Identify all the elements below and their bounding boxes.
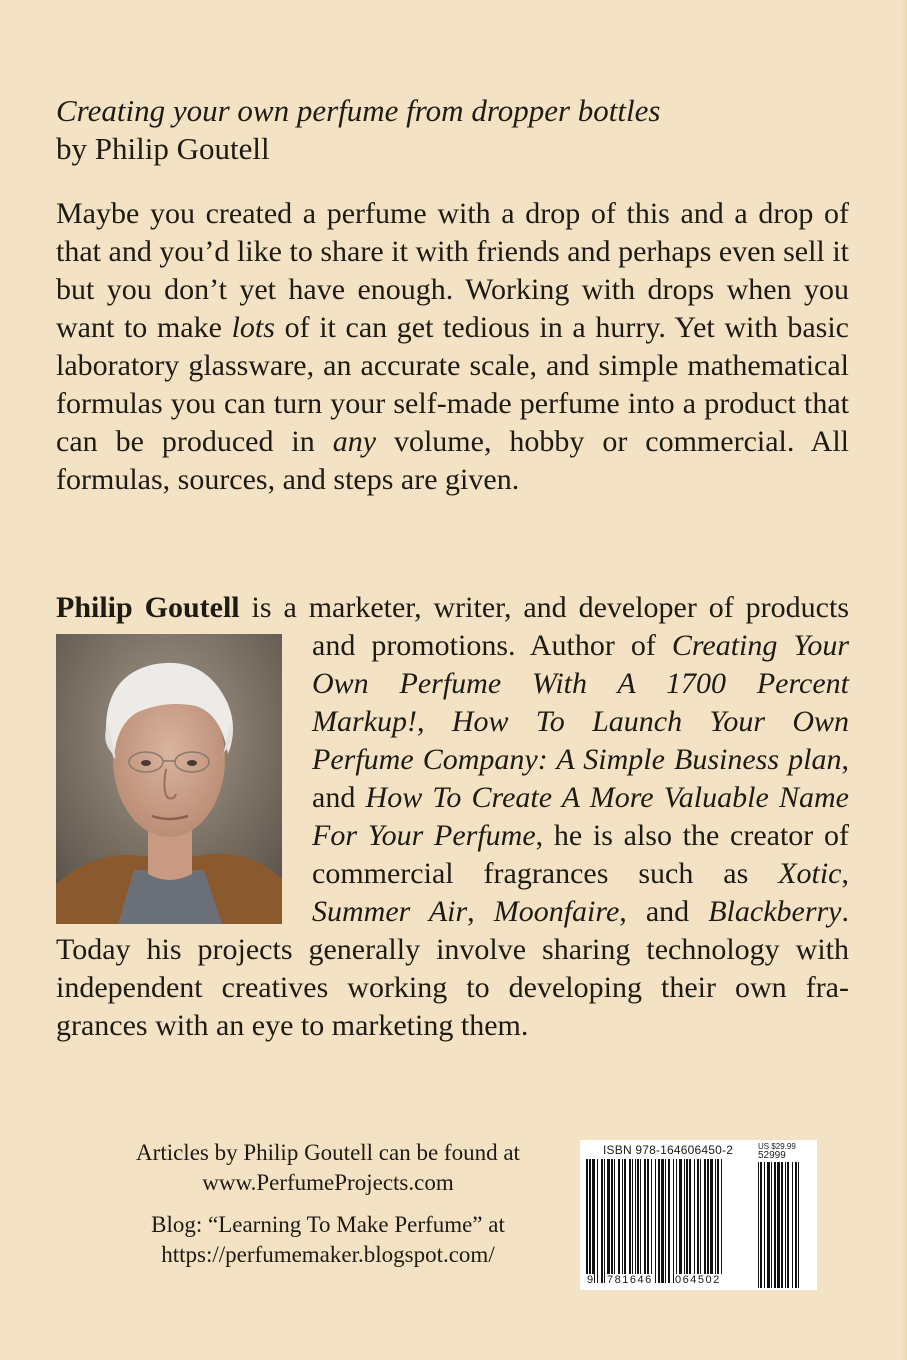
barcode-bar [760, 1162, 762, 1288]
barcode-bar [764, 1162, 765, 1288]
barcode-bar [792, 1162, 793, 1288]
byline: by Philip Goutell [56, 131, 270, 166]
barcode-bar [665, 1159, 666, 1283]
bio-text: . Today his projects generally involve sharing technology with independent creatives working to developing their own fragrances with an eye to marketing them. [56, 895, 849, 1042]
barcode-digit-first: 9 [587, 1274, 594, 1286]
barcode-bar [655, 1159, 656, 1283]
barcode-bar [787, 1162, 789, 1288]
contact-info [88, 1138, 568, 1270]
barcode-bar [668, 1159, 670, 1283]
author-bio [56, 589, 849, 1045]
book-title-3: How To Create A More Valuable Name For Your Perfume [312, 781, 849, 852]
barcode-bar [651, 1159, 652, 1283]
website-link[interactable]: www.PerfumeProjects.com [202, 1170, 454, 1195]
blurb-paragraph [56, 195, 849, 499]
barcode-bar [715, 1159, 716, 1283]
barcode-bar [795, 1162, 797, 1288]
barcode-bar [673, 1159, 674, 1283]
bio-text: , [416, 705, 452, 738]
barcode-bar [586, 1159, 588, 1283]
barcode-bar [721, 1159, 722, 1283]
author-portrait-image [56, 634, 282, 924]
barcode-bar [647, 1159, 649, 1283]
fragrance-name: Moonfaire [493, 895, 620, 928]
barcode-bar [704, 1159, 706, 1283]
book-title: Creating your own perfume from dropper bottles [56, 93, 661, 128]
barcode-bar [644, 1159, 646, 1283]
fragrance-name: Blackberry [708, 895, 842, 928]
barcode-bar [710, 1159, 713, 1283]
barcode-bar [767, 1162, 770, 1288]
barcode-bar [697, 1159, 699, 1283]
blurb-text: of it can get tedious in a hurry. Yet with basic laboratory glassware, an accurate scale, and simple mathematical formulas you can turn your self-made perfume into a product that can be produced in [56, 311, 849, 458]
barcode-bar [676, 1159, 677, 1283]
bio-text: , [467, 895, 494, 928]
barcode-bar [771, 1162, 772, 1288]
barcode-bar [624, 1159, 626, 1283]
blurb-emphasis: any [332, 425, 377, 458]
barcode-digits-left: 781646 [607, 1274, 653, 1286]
barcode-bar [694, 1159, 695, 1283]
fragrance-name: Xotic [778, 857, 842, 890]
bio-text: , he is also the creator of commercial fragrances such as [312, 819, 849, 890]
barcode-bar [798, 1162, 799, 1288]
fragrance-name: Summer Air [312, 895, 468, 928]
barcode-bar [637, 1159, 639, 1283]
barcode-bar [758, 1162, 759, 1288]
bio-text: , [841, 857, 849, 890]
barcode-bar [632, 1159, 633, 1283]
barcode-bar [611, 1159, 613, 1283]
blurb-emphasis: lots [231, 311, 275, 344]
articles-line: Articles by Philip Goutell can be found at [136, 1140, 520, 1165]
barcode-bar [700, 1159, 701, 1283]
author-photo [56, 634, 282, 924]
barcode-bar [592, 1159, 595, 1283]
blog-link[interactable]: https://perfumemaker.blogspot.com/ [161, 1242, 495, 1267]
barcode-bar [684, 1159, 685, 1283]
title-block [56, 92, 856, 168]
barcode-bar [635, 1159, 636, 1283]
isbn-barcode [580, 1140, 817, 1290]
bio-text: is a marketer, writer, and developer of products and promotions. Author of [239, 591, 850, 662]
barcode-bar [589, 1159, 591, 1283]
barcode-bar [781, 1162, 783, 1288]
bio-text: , and [312, 743, 849, 814]
isbn-label: ISBN 978-164606450-2 [603, 1143, 734, 1157]
barcode-bar [607, 1159, 610, 1283]
book-title-2: How To Launch Your Own Perfume Company: A Simple Business plan [312, 705, 849, 776]
barcode-bar [717, 1159, 719, 1283]
price-code: 52999 [758, 1150, 786, 1161]
barcode-bar [661, 1159, 664, 1283]
barcode-bar [689, 1159, 691, 1283]
blog-line: Blog: “Learning To Make Perfume” at [151, 1212, 505, 1237]
page-edge [901, 0, 907, 1360]
barcode-bar [597, 1159, 598, 1283]
blurb-text: volume, hobby or commercial. All formulas, sources, and steps are given. [56, 425, 849, 496]
barcode-bar [785, 1162, 786, 1288]
barcode-bar [774, 1162, 776, 1288]
barcode-bar [604, 1159, 605, 1283]
barcode-bar [601, 1159, 603, 1283]
barcode-bar [707, 1159, 709, 1283]
barcode-bar [777, 1162, 780, 1288]
barcode-bars [586, 1159, 746, 1283]
barcode-bar [622, 1159, 623, 1283]
barcode-bar [618, 1159, 620, 1283]
barcode-bar [686, 1159, 688, 1283]
blurb-text: Maybe you created a perfume with a drop of this and a drop of that and you’d like to share it with friends and perhaps even sell it but you don’t yet have enough. Working with drops when you want to make [56, 197, 849, 344]
price-label: US $29.99 [758, 1142, 796, 1151]
barcode-bar [679, 1159, 682, 1283]
barcode-bar [614, 1159, 615, 1283]
barcode-digits-right: 064502 [675, 1274, 721, 1286]
barcode-bar [658, 1159, 660, 1283]
book-title-1: Creating Your Own Perfume With A 1700 Percent Markup! [312, 629, 849, 738]
addon-barcode-bars [758, 1162, 810, 1288]
barcode-bar [629, 1159, 631, 1283]
author-name: Philip Goutell [56, 591, 240, 624]
bio-text: , and [619, 895, 709, 928]
barcode-bar [640, 1159, 641, 1283]
